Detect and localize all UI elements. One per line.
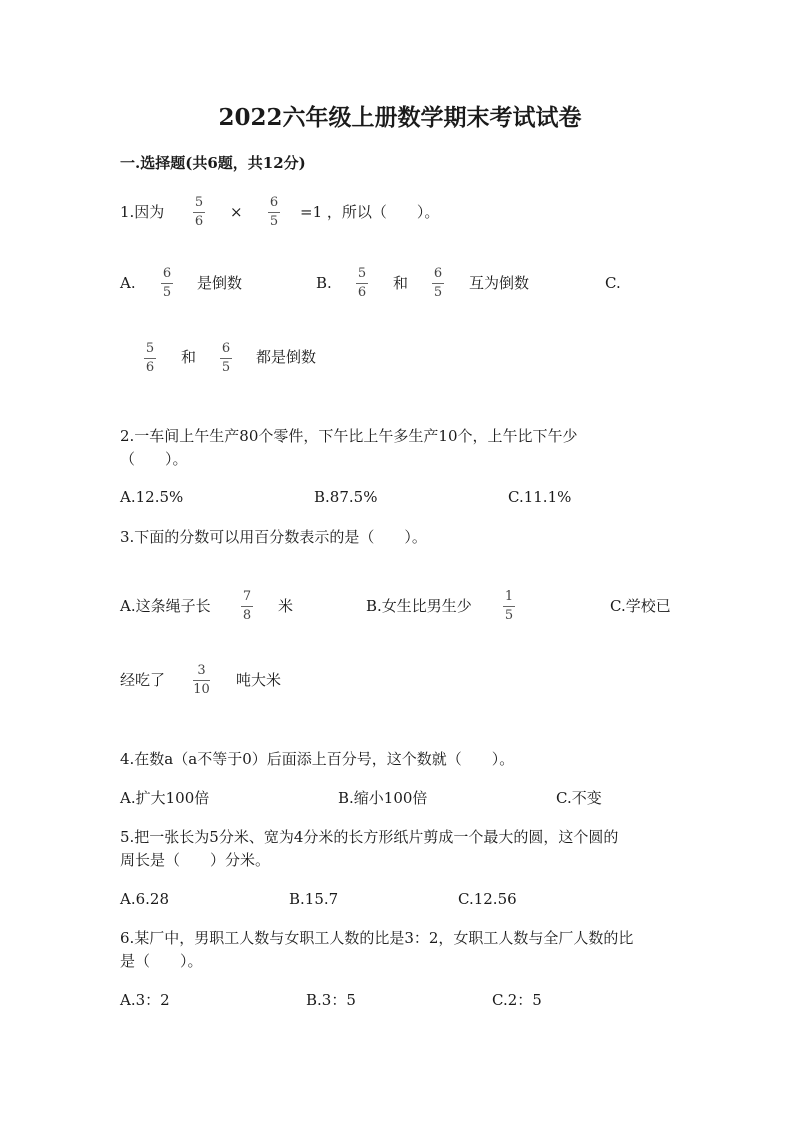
q6-option-b: B.3：5 — [306, 991, 356, 1009]
q1-option-c-fraction-2 — [220, 342, 232, 375]
times-sign: × — [230, 203, 243, 221]
q1-fraction-2 — [268, 196, 280, 229]
q1-equation: =1 ，所以（ ）。 — [300, 203, 440, 221]
q6-option-c: C.2：5 — [492, 991, 542, 1009]
denominator: 5 — [221, 360, 231, 375]
q5-line-2: 周长是（ ）分米。 — [120, 851, 271, 869]
q1-option-a-label: A. — [120, 274, 136, 292]
denominator: 6 — [194, 214, 204, 229]
q3-option-c-text-2: 经吃了 — [120, 671, 166, 689]
q3-option-a-unit: 米 — [278, 597, 294, 615]
q2-line-2: （ ）。 — [120, 450, 188, 468]
numerator: 5 — [194, 195, 204, 210]
q4-option-c: C.不变 — [556, 789, 602, 807]
denominator: 6 — [357, 285, 367, 300]
q4-option-a: A.扩大100倍 — [120, 789, 210, 807]
q2-line-1: 2.一车间上午生产80个零件，下午比上午多生产10个，上午比下午少 — [120, 427, 578, 445]
q1-option-a-text: 是倒数 — [197, 274, 243, 292]
numerator: 1 — [504, 589, 514, 604]
numerator: 5 — [357, 266, 367, 281]
q4-text: 4.在数a（a不等于0）后面添上百分号，这个数就（ ）。 — [120, 750, 515, 768]
q2-option-c: C.11.1% — [508, 488, 572, 506]
q5-option-a: A.6.28 — [120, 890, 169, 908]
q1-prefix: 1.因为 — [120, 203, 165, 221]
q1-fraction-1 — [193, 196, 205, 229]
q1-option-c-and: 和 — [181, 348, 197, 366]
q3-option-a-fraction — [241, 590, 253, 623]
q1-option-a-fraction — [161, 267, 173, 300]
q3-option-b-fraction — [503, 590, 515, 623]
q1-option-b-fraction-1 — [356, 267, 368, 300]
exam-title: 2022六年级上册数学期末考试试卷 — [218, 104, 582, 131]
q2-option-a: A.12.5% — [120, 488, 184, 506]
q1-option-c-text: 都是倒数 — [256, 348, 317, 366]
q6-line-1: 6.某厂中，男职工人数与女职工人数的比是3：2，女职工人数与全厂人数的比 — [120, 929, 634, 947]
q3-option-c-fraction — [193, 664, 210, 697]
q3-option-c-text-1: C.学校已 — [610, 597, 671, 615]
section-heading: 一.选择题(共6题，共12分) — [120, 154, 306, 172]
numerator: 3 — [197, 663, 206, 678]
q2-option-b: B.87.5% — [314, 488, 378, 506]
denominator: 5 — [504, 608, 514, 623]
denominator: 6 — [145, 360, 155, 375]
q1-option-b-fraction-2 — [432, 267, 444, 300]
q5-option-b: B.15.7 — [289, 890, 339, 908]
q1-option-b-label: B. — [316, 274, 332, 292]
q3-option-a-text: A.这条绳子长 — [120, 597, 211, 615]
numerator: 6 — [433, 266, 443, 281]
denominator: 10 — [193, 682, 210, 697]
denominator: 5 — [433, 285, 443, 300]
numerator: 6 — [269, 195, 279, 210]
q3-text: 3.下面的分数可以用百分数表示的是（ ）。 — [120, 528, 427, 546]
q1-option-c-label: C. — [605, 274, 621, 292]
q1-option-c-fraction-1 — [144, 342, 156, 375]
q3-option-c-unit: 吨大米 — [236, 671, 282, 689]
numerator: 5 — [145, 341, 155, 356]
q5-option-c: C.12.56 — [458, 890, 517, 908]
q6-option-a: A.3：2 — [120, 991, 170, 1009]
denominator: 8 — [242, 608, 252, 623]
numerator: 6 — [221, 341, 231, 356]
q5-line-1: 5.把一张长为5分米、宽为4分米的长方形纸片剪成一个最大的圆，这个圆的 — [120, 828, 619, 846]
q4-option-b: B.缩小100倍 — [338, 789, 428, 807]
q1-option-b-and: 和 — [393, 274, 409, 292]
q6-line-2: 是（ ）。 — [120, 952, 203, 970]
q1-option-b-text: 互为倒数 — [469, 274, 530, 292]
denominator: 5 — [269, 214, 279, 229]
denominator: 5 — [162, 285, 172, 300]
numerator: 6 — [162, 266, 172, 281]
q3-option-b-text: B.女生比男生少 — [366, 597, 472, 615]
numerator: 7 — [242, 589, 252, 604]
